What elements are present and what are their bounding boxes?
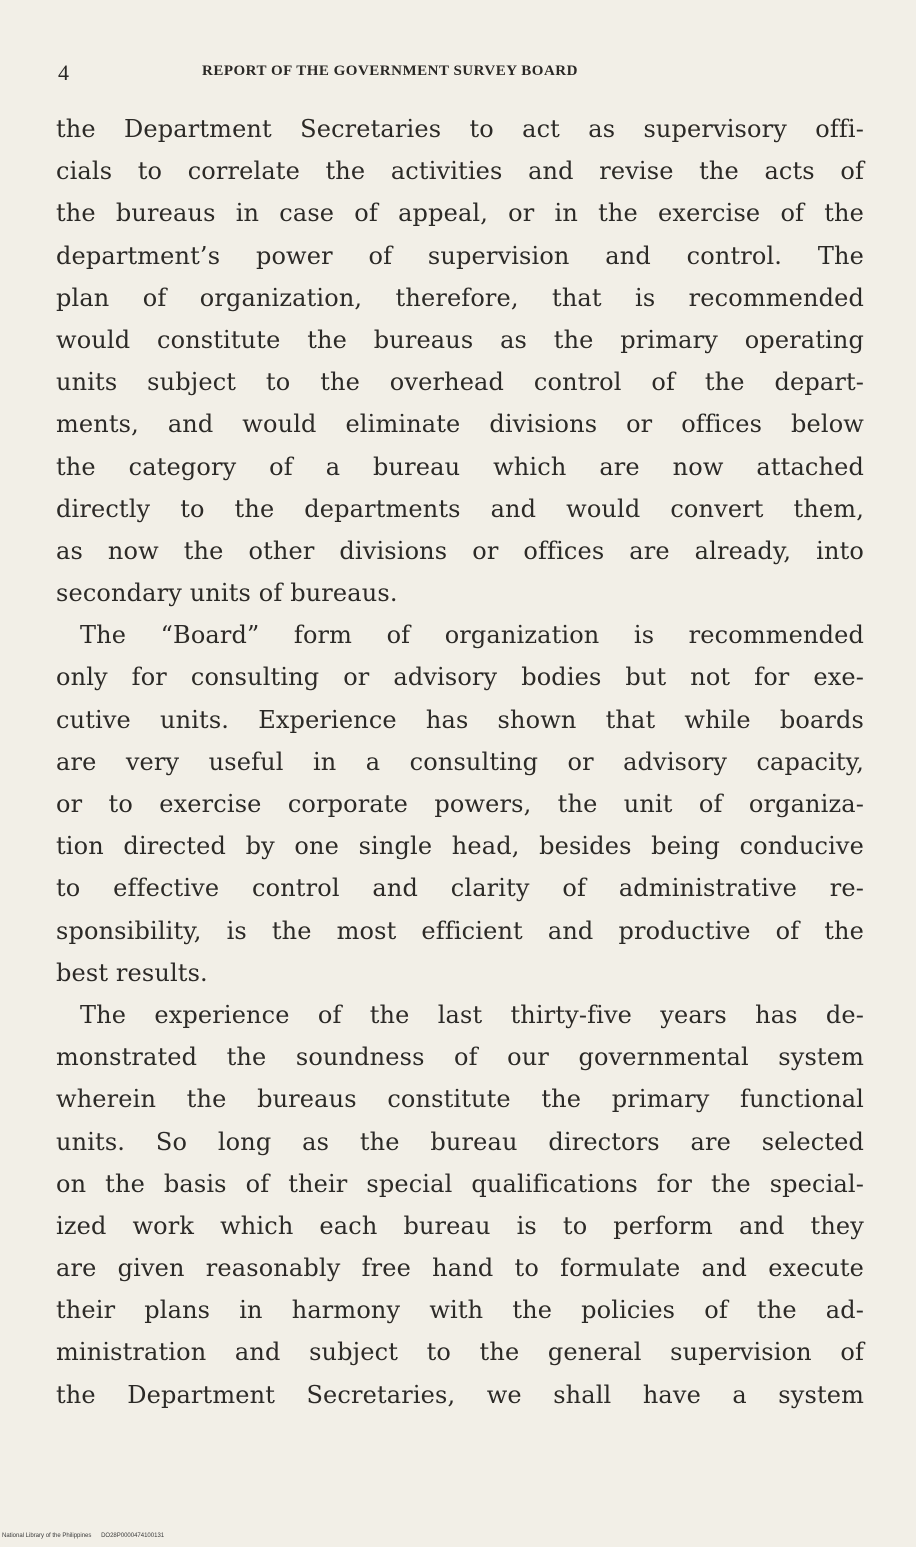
- text-line: units. So long as the bureau directors are selected: [56, 1127, 864, 1156]
- text-line: sponsibility, is the most efficient and productive of the: [56, 916, 864, 945]
- text-line: cutive units. Experience has shown that while boards: [56, 705, 864, 734]
- text-line: monstrated the soundness of our governmental system: [56, 1043, 864, 1072]
- paragraph-1: [56, 108, 864, 614]
- paragraph-2: [56, 614, 864, 994]
- text-line: as now the other divisions or offices are already, into: [56, 536, 864, 565]
- text-line: the bureaus in case of appeal, or in the exercise of the: [56, 199, 864, 228]
- running-head: REPORT OF THE GOVERNMENT SURVEY BOARD: [202, 63, 578, 79]
- text-line: secondary units of bureaus.: [56, 579, 398, 608]
- text-line: plan of organization, therefore, that is recommended: [56, 283, 864, 312]
- text-line: directly to the departments and would convert them,: [56, 494, 864, 523]
- text-line: ments, and would eliminate divisions or offices below: [56, 410, 864, 439]
- body-text: [56, 108, 864, 1416]
- text-line: tion directed by one single head, besides being conducive: [56, 832, 864, 861]
- text-line: on the basis of their special qualifications for the special-: [56, 1169, 864, 1198]
- text-line: units subject to the overhead control of the depart-: [56, 368, 864, 397]
- text-line: are very useful in a consulting or advisory capacity,: [56, 747, 864, 776]
- text-line: cials to correlate the activities and revise the acts of: [56, 157, 864, 186]
- text-line: ministration and subject to the general supervision of: [56, 1338, 864, 1367]
- text-line: ized work which each bureau is to perform and they: [56, 1211, 864, 1240]
- text-line: the category of a bureau which are now attached: [56, 452, 864, 481]
- text-line: or to exercise corporate powers, the unit of organiza-: [56, 790, 864, 818]
- library-name: National Library of the Philippines: [2, 1533, 92, 1539]
- text-line: to effective control and clarity of administrative re-: [56, 874, 864, 903]
- text-line: The experience of the last thirty-five years has de-: [80, 1000, 864, 1029]
- text-line: their plans in harmony with the policies of the ad-: [56, 1296, 864, 1325]
- page-header: [58, 60, 858, 90]
- text-line: wherein the bureaus constitute the primary functional: [56, 1085, 864, 1114]
- text-line: only for consulting or advisory bodies but not for exe-: [56, 663, 864, 692]
- text-line: are given reasonably free hand to formulate and execute: [56, 1254, 864, 1283]
- text-line: department’s power of supervision and control. The: [56, 241, 864, 270]
- scan-footer: [2, 1533, 172, 1539]
- page-number: 4: [58, 60, 69, 85]
- text-line: the Department Secretaries, we shall have a system: [56, 1380, 864, 1409]
- document-code: DO28P0000474100131: [101, 1533, 165, 1539]
- text-line: best results.: [56, 958, 208, 987]
- text-line: The “Board” form of organization is recommended: [80, 621, 864, 650]
- paragraph-3: [56, 994, 864, 1416]
- text-line: would constitute the bureaus as the primary operating: [56, 325, 864, 354]
- text-line: the Department Secretaries to act as supervisory offi-: [56, 115, 864, 143]
